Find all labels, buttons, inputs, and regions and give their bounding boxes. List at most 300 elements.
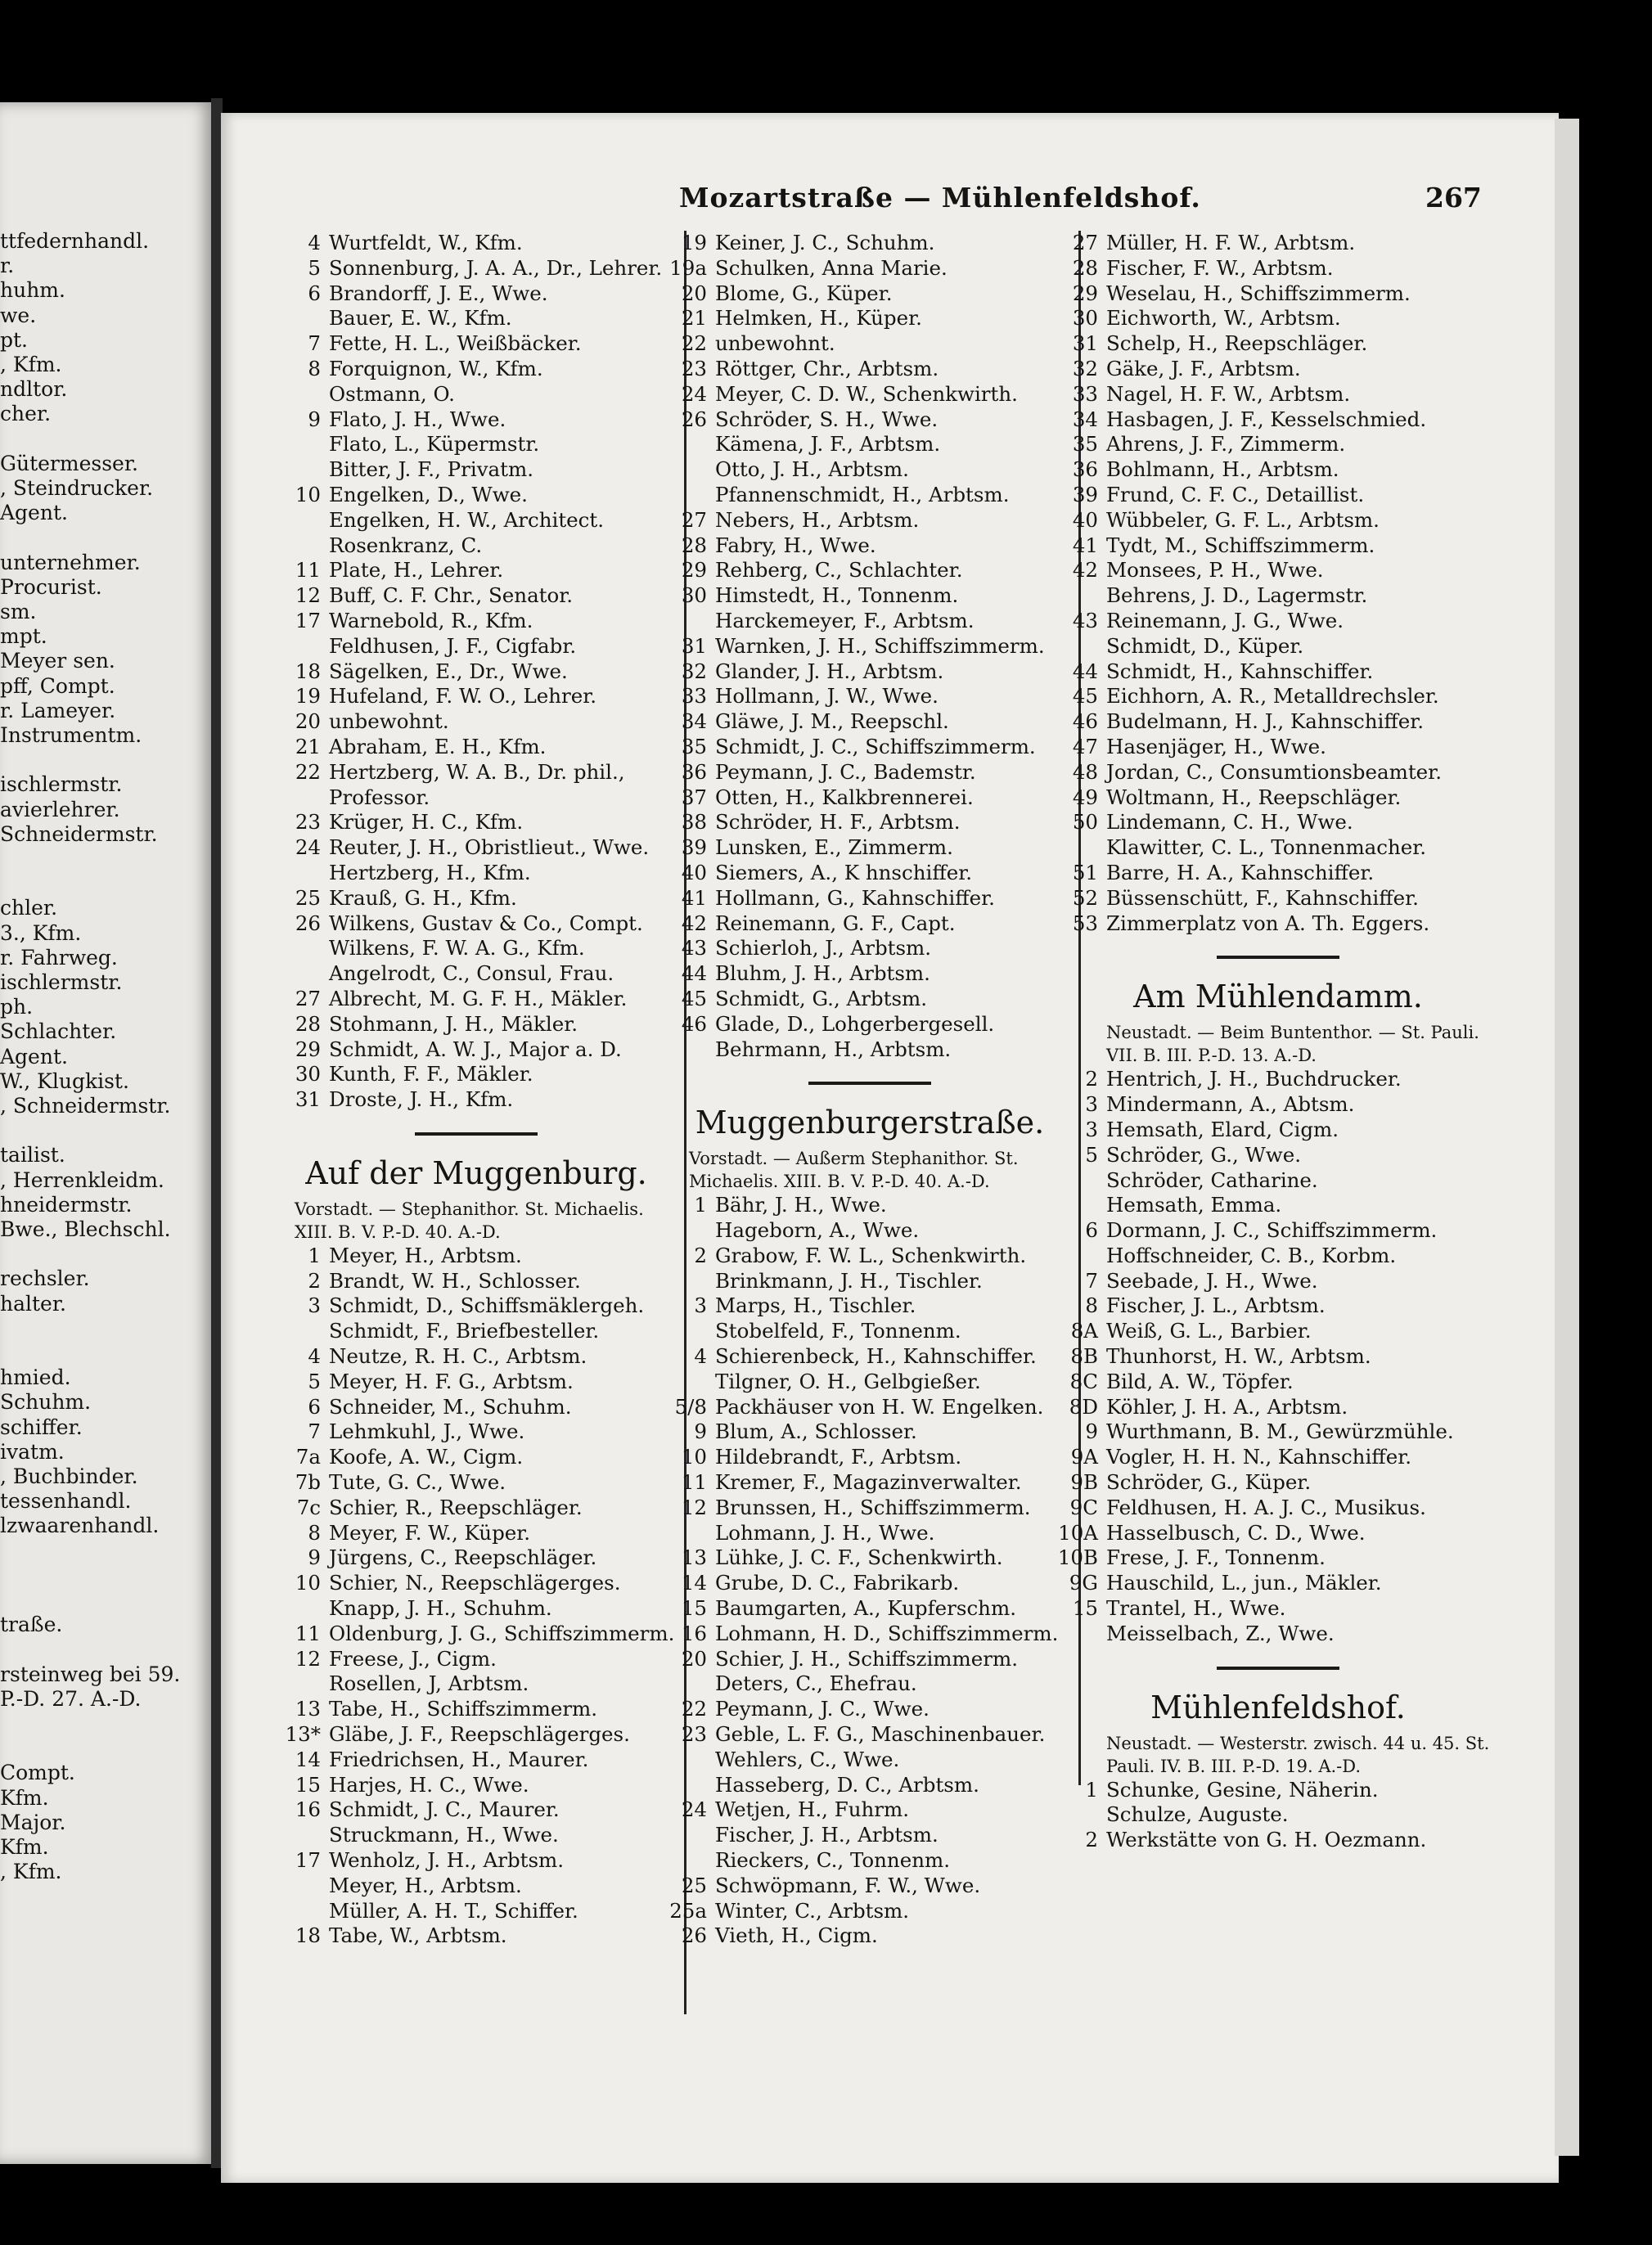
left-page-line: Gütermesser.	[0, 451, 138, 475]
directory-entry	[270, 1722, 682, 1748]
directory-entry	[1049, 684, 1507, 709]
house-number: 8	[308, 356, 321, 380]
resident-name: Mindermann, A., Abtsm.	[1106, 1092, 1355, 1117]
left-page-line: tessenhandl.	[0, 1489, 132, 1514]
directory-entry	[661, 835, 1078, 861]
house-number: 46	[681, 1011, 707, 1036]
directory-entry	[1049, 1395, 1507, 1420]
resident-name: Tydt, M., Schiffszimmerm.	[1106, 533, 1375, 557]
resident-name: unbewohnt.	[329, 709, 449, 734]
resident-name: Lühke, J. C. F., Schenkwirth.	[715, 1545, 1003, 1570]
resident-name: Ostmann, O.	[329, 381, 455, 406]
house-number: 32	[1072, 356, 1098, 380]
resident-name: Bitter, J. F., Privatm.	[329, 457, 534, 482]
resident-name: Peymann, J. C., Bademstr.	[715, 759, 976, 784]
resident-name: Hasbagen, J. F., Kesselschmied.	[1106, 407, 1427, 431]
resident-name: Buff, C. F. Chr., Senator.	[329, 583, 574, 608]
directory-entry	[661, 886, 1078, 911]
section-description: Neustadt. — Beim Buntenthor. — St. Pauli. VII. B. III. P.-D. 13. A.-D.	[1106, 1023, 1479, 1066]
directory-entry	[1049, 1521, 1507, 1546]
house-number: 5	[308, 1369, 321, 1393]
resident-name: Brandt, W. H., Schlosser.	[329, 1268, 581, 1293]
directory-entry	[661, 735, 1078, 760]
house-number: 29	[681, 558, 707, 583]
directory-entry	[1049, 835, 1507, 861]
resident-name: Droste, J. H., Kfm.	[329, 1087, 514, 1112]
directory-entry	[661, 1193, 1078, 1218]
directory-entry	[1049, 1269, 1507, 1294]
resident-name: Bauer, E. W., Kfm.	[329, 306, 512, 331]
house-number: 51	[1072, 860, 1098, 884]
house-number: 16	[295, 1797, 321, 1822]
directory-entry	[270, 583, 682, 609]
section-title: Auf der Muggenburg.	[305, 1154, 647, 1191]
resident-name: Weselau, H., Schiffszimmerm.	[1106, 281, 1411, 305]
directory-entry	[1049, 457, 1507, 483]
directory-entry	[661, 1445, 1078, 1470]
directory-entry	[661, 861, 1078, 886]
house-number: 31	[295, 1087, 321, 1112]
house-number: 2	[308, 1268, 321, 1293]
resident-name: Wilkens, F. W. A. G., Kfm.	[329, 936, 585, 961]
resident-name: Flato, J. H., Wwe.	[329, 407, 506, 431]
house-number: 12	[681, 1495, 707, 1519]
directory-entry	[661, 684, 1078, 709]
house-number: 14	[681, 1571, 707, 1595]
house-number: 22	[681, 331, 707, 356]
directory-entry	[270, 281, 682, 307]
left-page-line: we.	[0, 303, 37, 327]
resident-name: Hoffschneider, C. B., Korbm.	[1106, 1243, 1397, 1267]
left-page-line: Instrumentm.	[0, 723, 142, 747]
house-number: 3	[1085, 1092, 1098, 1117]
house-number: 2	[1085, 1828, 1098, 1852]
left-page-line: Schlachter.	[0, 1019, 117, 1044]
resident-name: Otto, J. H., Arbtsm.	[715, 457, 909, 482]
house-number	[1049, 835, 1106, 861]
house-number	[270, 1596, 329, 1622]
directory-entry	[1049, 1067, 1507, 1092]
page-edge	[1555, 119, 1579, 2156]
directory-entry	[661, 1697, 1078, 1722]
resident-name: Budelmann, H. J., Kahnschiffer.	[1106, 709, 1425, 734]
house-number: 24	[681, 381, 707, 406]
house-number: 52	[1072, 885, 1098, 910]
left-page-line: unternehmer.	[0, 550, 141, 574]
directory-entry	[270, 760, 682, 785]
resident-name: Meyer, C. D. W., Schenkwirth.	[715, 381, 1018, 406]
house-number	[661, 1823, 715, 1848]
resident-name: Schröder, G., Küper.	[1106, 1470, 1312, 1495]
left-page-line: chler.	[0, 896, 58, 920]
section-description: Vorstadt. — Stephanithor. St. Michaelis. XIII. B. V. P.-D. 40. A.-D.	[295, 1199, 644, 1242]
house-number: 34	[681, 709, 707, 734]
resident-name: Schmidt, A. W. J., Major a. D.	[329, 1037, 622, 1061]
house-number: 2	[1085, 1067, 1098, 1091]
resident-name: Keiner, J. C., Schuhm.	[715, 231, 935, 254]
resident-name: Blum, A., Schlosser.	[715, 1419, 917, 1444]
resident-name: Rehberg, C., Schlachter.	[715, 558, 963, 583]
directory-entry	[270, 1797, 682, 1823]
house-number: 1	[694, 1193, 707, 1217]
directory-entry	[661, 281, 1078, 307]
directory-entry	[270, 1848, 682, 1874]
house-number	[270, 861, 329, 886]
directory-entry	[661, 1748, 1078, 1773]
resident-name: Barre, H. A., Kahnschiffer.	[1106, 860, 1375, 884]
resident-name: Schmidt, F., Briefbesteller.	[329, 1319, 600, 1343]
house-number	[1049, 1622, 1106, 1647]
left-page-line: , Buchbinder.	[0, 1464, 138, 1488]
resident-name: Brunssen, H., Schiffszimmerm.	[715, 1495, 1031, 1519]
left-page-line: ndltor.	[0, 377, 68, 402]
directory-entry	[661, 1596, 1078, 1622]
house-number: 5	[1085, 1142, 1098, 1167]
left-page-line: Kfm.	[0, 1785, 49, 1810]
directory-entry	[661, 961, 1078, 987]
resident-name: Angelrodt, C., Consul, Frau.	[329, 961, 614, 986]
house-number: 44	[1072, 659, 1098, 683]
directory-entry	[1049, 1596, 1507, 1622]
directory-entry	[1049, 1828, 1507, 1853]
resident-name: Meyer, H., Arbtsm.	[329, 1243, 522, 1267]
house-number: 19a	[669, 255, 707, 280]
left-page-line: 3., Kfm.	[0, 920, 82, 945]
house-number: 24	[681, 1797, 707, 1822]
house-number: 41	[681, 885, 707, 910]
house-number: 27	[295, 986, 321, 1010]
resident-name: Feldhusen, H. A. J. C., Musikus.	[1106, 1495, 1426, 1519]
house-number: 12	[295, 1646, 321, 1671]
house-number: 33	[681, 684, 707, 709]
directory-entry	[661, 533, 1078, 559]
resident-name: Schröder, H. F., Arbtsm.	[715, 810, 961, 835]
resident-name: Schneider, M., Schuhm.	[329, 1394, 572, 1419]
left-page-line: , Kfm.	[0, 1860, 62, 1884]
directory-entry	[270, 1622, 682, 1647]
resident-name: Schmidt, J. C., Schiffszimmerm.	[715, 734, 1036, 758]
left-page-line: tailist.	[0, 1143, 65, 1167]
left-page-line: halter.	[0, 1291, 66, 1316]
left-page-line: Meyer sen.	[0, 649, 115, 673]
house-number	[270, 961, 329, 987]
resident-name: Professor.	[329, 785, 430, 809]
resident-name: Schunke, Gesine, Näherin.	[1106, 1777, 1379, 1802]
house-number	[661, 1269, 715, 1294]
resident-name: Gäke, J. F., Arbtsm.	[1106, 356, 1301, 380]
left-page-line: ttfedernhandl.	[0, 229, 150, 253]
directory-entry	[661, 1823, 1078, 1848]
house-number	[270, 1874, 329, 1899]
left-page-line: , Herrenkleidm.	[0, 1167, 164, 1192]
resident-name: Schierenbeck, H., Kahnschiffer.	[715, 1344, 1037, 1369]
column-1-entries	[270, 231, 682, 1113]
resident-name: Sonnenburg, J. A. A., Dr., Lehrer.	[329, 255, 663, 280]
resident-name: Otten, H., Kalkbrennerei.	[715, 785, 974, 809]
resident-name: Hufeland, F. W. O., Lehrer.	[329, 684, 597, 709]
directory-entry	[661, 987, 1078, 1012]
house-number: 11	[295, 558, 321, 583]
resident-name: Hentrich, J. H., Buchdrucker.	[1106, 1067, 1402, 1091]
house-number: 3	[1085, 1117, 1098, 1141]
resident-name: Schmidt, J. C., Maurer.	[329, 1797, 560, 1822]
resident-name: Bohlmann, H., Arbtsm.	[1106, 457, 1339, 482]
house-number: 28	[681, 533, 707, 557]
house-number: 26	[681, 1923, 707, 1948]
directory-entry	[270, 1037, 682, 1063]
resident-name: Engelken, D., Wwe.	[329, 482, 528, 506]
house-number: 42	[681, 911, 707, 935]
resident-name: Peymann, J. C., Wwe.	[715, 1697, 930, 1721]
house-number: 13	[681, 1545, 707, 1570]
house-number	[1049, 1193, 1106, 1218]
house-number: 17	[295, 608, 321, 632]
column-3	[1049, 231, 1507, 1853]
directory-entry	[270, 1419, 682, 1445]
house-number	[270, 1899, 329, 1924]
directory-entry	[1049, 634, 1507, 659]
resident-name: Schier, N., Reepschlägerges.	[329, 1571, 621, 1595]
house-number	[661, 1671, 715, 1697]
house-number: 16	[681, 1621, 707, 1645]
house-number: 29	[295, 1037, 321, 1061]
left-page-line: schiffer.	[0, 1415, 83, 1439]
directory-entry	[270, 785, 682, 811]
directory-entry	[270, 407, 682, 433]
house-number: 31	[681, 633, 707, 658]
running-title: Mozartstraße — Mühlenfeldshof.	[679, 182, 1201, 214]
resident-name: Stobelfeld, F., Tonnenm.	[715, 1319, 961, 1343]
directory-entry	[1049, 1778, 1507, 1803]
resident-name: Büssenschütt, F., Kahnschiffer.	[1106, 885, 1419, 910]
house-number: 4	[694, 1344, 707, 1369]
left-page-line: rsteinweg bei 59.	[0, 1662, 181, 1686]
house-number: 13	[295, 1697, 321, 1721]
house-number: 34	[1072, 407, 1098, 431]
section-entries	[270, 1244, 682, 1949]
resident-name: Lehmkuhl, J., Wwe.	[329, 1419, 525, 1444]
resident-name: Weiß, G. L., Barbier.	[1106, 1319, 1312, 1343]
resident-name: Schröder, S. H., Wwe.	[715, 407, 939, 431]
directory-entry	[270, 961, 682, 987]
section-description: Neustadt. — Westerstr. zwisch. 44 u. 45. St. Pauli. IV. B. III. P.-D. 19. A.-D.	[1106, 1733, 1490, 1776]
house-number: 21	[681, 306, 707, 331]
left-page-line: hmied.	[0, 1365, 71, 1390]
resident-name: Meyer, H., Arbtsm.	[329, 1873, 522, 1897]
section-description: Vorstadt. — Außerm Stephanithor. St. Michaelis. XIII. B. V. P.-D. 40. A.-D.	[689, 1149, 1019, 1192]
directory-entry	[270, 1269, 682, 1294]
directory-entry	[270, 1470, 682, 1496]
directory-entry	[661, 432, 1078, 457]
directory-entry	[1049, 533, 1507, 559]
house-number: 8B	[1070, 1344, 1098, 1369]
resident-name: Hertzberg, W. A. B., Dr. phil.,	[329, 759, 625, 784]
directory-entry	[1049, 1571, 1507, 1596]
directory-entry	[1049, 1802, 1507, 1828]
left-page-line: , Steindrucker.	[0, 476, 154, 500]
section-title: Am Mühlendamm.	[1133, 979, 1423, 1015]
directory-entry	[661, 1269, 1078, 1294]
left-page-line: , Schneidermstr.	[0, 1094, 171, 1118]
directory-entry	[661, 1647, 1078, 1672]
directory-entry	[1049, 810, 1507, 835]
left-page-fragment	[0, 102, 213, 2164]
resident-name: Seebade, J. H., Wwe.	[1106, 1268, 1318, 1293]
house-number: 47	[1072, 734, 1098, 758]
directory-entry	[661, 583, 1078, 609]
resident-name: Monsees, P. H., Wwe.	[1106, 558, 1324, 583]
directory-entry	[1049, 886, 1507, 911]
house-number	[661, 1748, 715, 1773]
house-number: 44	[681, 961, 707, 986]
house-number: 33	[1072, 381, 1098, 406]
resident-name: Glade, D., Lohgerbergesell.	[715, 1011, 995, 1036]
house-number: 23	[681, 356, 707, 380]
house-number: 7	[308, 1419, 321, 1444]
directory-entry	[270, 231, 682, 256]
section-divider	[415, 1132, 538, 1136]
resident-name: Friedrichsen, H., Maurer.	[329, 1747, 589, 1771]
directory-entry	[661, 457, 1078, 483]
directory-entry	[1049, 911, 1507, 937]
house-number: 3	[694, 1293, 707, 1318]
resident-name: Reuter, J. H., Obristlieut., Wwe.	[329, 835, 650, 860]
resident-name: Nagel, H. F. W., Arbtsm.	[1106, 381, 1351, 406]
house-number: 19	[681, 231, 707, 254]
resident-name: Neutze, R. H. C., Arbtsm.	[329, 1344, 587, 1369]
directory-entry	[270, 1596, 682, 1622]
section-divider	[808, 1082, 931, 1085]
resident-name: Gläbe, J. F., Reepschlägerges.	[329, 1722, 630, 1747]
house-number: 49	[1072, 785, 1098, 809]
directory-entry	[1049, 785, 1507, 811]
house-number	[661, 1773, 715, 1798]
directory-entry	[270, 457, 682, 483]
directory-entry	[661, 558, 1078, 583]
directory-entry	[1049, 1496, 1507, 1521]
resident-name: Rosenkranz, C.	[329, 533, 483, 557]
directory-entry	[661, 1395, 1078, 1420]
resident-name: Marps, H., Tischler.	[715, 1293, 916, 1318]
resident-name: Blome, G., Küper.	[715, 281, 893, 305]
left-page-line: , Kfm.	[0, 353, 62, 376]
house-number	[270, 634, 329, 659]
directory-entry	[661, 936, 1078, 961]
directory-entry	[270, 1697, 682, 1722]
house-number: 38	[681, 810, 707, 835]
house-number: 28	[1072, 255, 1098, 280]
resident-name: Hertzberg, H., Kfm.	[329, 860, 531, 884]
left-page-line: lzwaarenhandl.	[0, 1514, 160, 1538]
house-number: 36	[1072, 457, 1098, 482]
house-number: 8C	[1069, 1369, 1098, 1393]
resident-name: Ahrens, J. F., Zimmerm.	[1106, 432, 1346, 457]
resident-name: Wenholz, J. H., Arbtsm.	[329, 1848, 565, 1873]
directory-entry	[1049, 1344, 1507, 1370]
resident-name: Stohmann, J. H., Mäkler.	[329, 1011, 578, 1036]
house-number: 4	[308, 231, 321, 254]
left-page-line: cher.	[0, 402, 52, 426]
resident-name: Dormann, J. C., Schiffszimmerm.	[1106, 1218, 1438, 1243]
section-entries	[1049, 1778, 1507, 1853]
directory-entry	[661, 609, 1078, 634]
resident-name: Knapp, J. H., Schuhm.	[329, 1596, 552, 1621]
house-number	[270, 936, 329, 961]
resident-name: Lohmann, J. H., Wwe.	[715, 1520, 935, 1545]
directory-entry	[270, 1319, 682, 1344]
house-number: 20	[681, 1646, 707, 1671]
resident-name: Müller, A. H. T., Schiffer.	[329, 1898, 578, 1923]
house-number	[1049, 1802, 1106, 1828]
directory-entry	[270, 1748, 682, 1773]
directory-entry	[1049, 407, 1507, 433]
left-page-line: sm.	[0, 600, 37, 623]
directory-entry	[1049, 1092, 1507, 1118]
resident-name: Frund, C. F. C., Detaillist.	[1106, 482, 1365, 506]
directory-entry	[270, 1874, 682, 1899]
house-number: 28	[295, 1011, 321, 1036]
left-page-line: hneidermstr.	[0, 1192, 133, 1217]
directory-entry	[270, 835, 682, 861]
resident-name: Warnken, J. H., Schiffszimmerm.	[715, 633, 1045, 658]
resident-name: Albrecht, M. G. F. H., Mäkler.	[329, 986, 628, 1010]
page-number: 267	[1425, 182, 1482, 214]
resident-name: Hemsath, Emma.	[1106, 1193, 1282, 1217]
left-page-line: P.-D. 27. A.-D.	[0, 1686, 142, 1711]
resident-name: Meyer, F. W., Küper.	[329, 1520, 531, 1545]
house-number: 39	[1072, 482, 1098, 506]
resident-name: Klawitter, C. L., Tonnenmacher.	[1106, 835, 1427, 860]
directory-entry	[1049, 1143, 1507, 1168]
house-number: 18	[295, 1923, 321, 1948]
left-page-line: mpt.	[0, 624, 47, 649]
house-number: 10A	[1058, 1520, 1098, 1545]
directory-entry	[661, 1722, 1078, 1748]
left-page-line: r. Fahrweg.	[0, 945, 118, 970]
directory-entry	[270, 382, 682, 407]
directory-entry	[661, 1037, 1078, 1063]
resident-name: Vieth, H., Cigm.	[715, 1923, 878, 1948]
directory-entry	[1049, 1319, 1507, 1344]
directory-entry	[661, 1899, 1078, 1924]
directory-entry	[270, 1062, 682, 1087]
house-number: 9B	[1070, 1470, 1098, 1495]
directory-entry	[1049, 1419, 1507, 1445]
house-number: 45	[681, 986, 707, 1010]
directory-entry	[661, 1496, 1078, 1521]
section-entries	[1049, 1067, 1507, 1646]
directory-entry	[661, 407, 1078, 433]
directory-entry	[661, 1521, 1078, 1546]
directory-entry	[1049, 558, 1507, 583]
resident-name: Hageborn, A., Wwe.	[715, 1218, 920, 1243]
house-number: 15	[295, 1772, 321, 1797]
directory-entry	[661, 256, 1078, 281]
resident-name: Hasenjäger, H., Wwe.	[1106, 734, 1326, 758]
resident-name: Reinemann, G. F., Capt.	[715, 911, 956, 935]
house-number: 30	[681, 583, 707, 608]
resident-name: Gläwe, J. M., Reepschl.	[715, 709, 949, 734]
resident-name: Feldhusen, J. F., Cigfabr.	[329, 633, 577, 658]
directory-entry	[270, 659, 682, 685]
house-number: 12	[295, 583, 321, 608]
directory-entry	[270, 533, 682, 559]
directory-entry	[270, 331, 682, 357]
directory-entry	[661, 1773, 1078, 1798]
resident-name: Tabe, H., Schiffszimmerm.	[329, 1697, 598, 1721]
house-number	[270, 508, 329, 533]
resident-name: Behrens, J. D., Lagermstr.	[1106, 583, 1368, 608]
